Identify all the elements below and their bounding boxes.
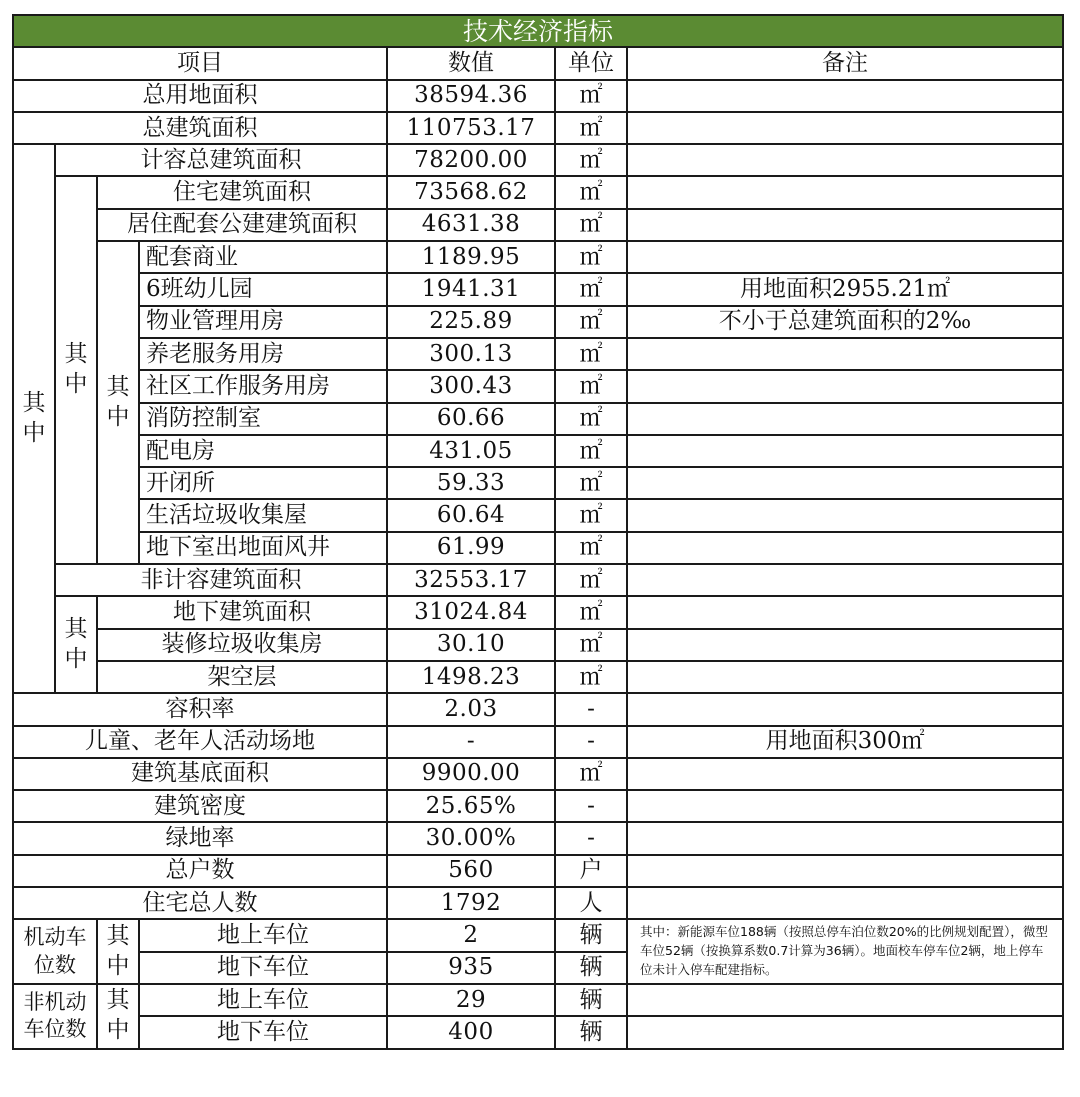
row-note <box>627 984 1063 1016</box>
row-label: 总户数 <box>13 855 387 887</box>
row-value: 935 <box>387 952 555 984</box>
row-value: 30.00% <box>387 822 555 854</box>
row-label: 非计容建筑面积 <box>55 564 387 596</box>
row-note <box>627 693 1063 725</box>
row-label: 计容总建筑面积 <box>55 144 387 176</box>
row-note <box>627 144 1063 176</box>
row-unit: ㎡ <box>555 273 627 305</box>
table-row <box>13 403 1063 435</box>
row-unit: ㎡ <box>555 241 627 273</box>
row-label: 总用地面积 <box>13 80 387 112</box>
row-note <box>627 758 1063 790</box>
row-unit: ㎡ <box>555 596 627 628</box>
table-row <box>13 984 1063 1016</box>
row-value: 31024.84 <box>387 596 555 628</box>
table-row <box>13 726 1063 758</box>
row-note <box>627 629 1063 661</box>
table-row <box>13 532 1063 564</box>
table-row <box>13 80 1063 112</box>
row-label: 居住配套公建建筑面积 <box>97 209 387 241</box>
row-note <box>627 661 1063 693</box>
row-unit: ㎡ <box>555 80 627 112</box>
row-value: 73568.62 <box>387 176 555 208</box>
row-label: 6班幼儿园 <box>139 273 387 305</box>
row-unit: ㎡ <box>555 467 627 499</box>
row-value: 4631.38 <box>387 209 555 241</box>
row-unit: - <box>555 693 627 725</box>
group-label-qizhong-outer: 其中 <box>13 144 55 693</box>
row-label: 地下车位 <box>139 952 387 984</box>
row-note <box>627 209 1063 241</box>
table-row <box>13 499 1063 531</box>
row-note <box>627 370 1063 402</box>
group-label-qizhong-public: 其中 <box>97 241 139 564</box>
row-unit: ㎡ <box>555 144 627 176</box>
row-label: 架空层 <box>97 661 387 693</box>
row-unit: 户 <box>555 855 627 887</box>
row-label: 建筑基底面积 <box>13 758 387 790</box>
row-value: 29 <box>387 984 555 1016</box>
table-row <box>13 822 1063 854</box>
group-label-qizhong-far: 其中 <box>55 176 97 564</box>
row-value: - <box>387 726 555 758</box>
row-note <box>627 1016 1063 1048</box>
table-row <box>13 564 1063 596</box>
row-unit: ㎡ <box>555 338 627 370</box>
table-row <box>13 112 1063 144</box>
table-row <box>13 919 1063 951</box>
row-label: 绿地率 <box>13 822 387 854</box>
table-row <box>13 790 1063 822</box>
row-label: 地下建筑面积 <box>97 596 387 628</box>
row-label: 物业管理用房 <box>139 306 387 338</box>
table-row <box>13 887 1063 919</box>
title-row <box>13 15 1063 47</box>
table-row <box>13 176 1063 208</box>
row-value: 300.13 <box>387 338 555 370</box>
row-unit: ㎡ <box>555 370 627 402</box>
row-unit: 辆 <box>555 1016 627 1048</box>
table-row <box>13 1016 1063 1048</box>
row-unit: - <box>555 822 627 854</box>
row-note <box>627 338 1063 370</box>
row-note <box>627 790 1063 822</box>
header-value: 数值 <box>387 47 555 79</box>
row-unit: ㎡ <box>555 435 627 467</box>
group-label-qizhong-motor: 其中 <box>97 919 139 984</box>
table-row <box>13 467 1063 499</box>
row-unit: ㎡ <box>555 306 627 338</box>
row-value: 32553.17 <box>387 564 555 596</box>
row-unit: 辆 <box>555 919 627 951</box>
row-value: 2 <box>387 919 555 951</box>
row-value: 59.33 <box>387 467 555 499</box>
row-value: 30.10 <box>387 629 555 661</box>
motor-note: 其中：新能源车位188辆（按照总停车泊位数20%的比例规划配置），微型车位52辆（按换算系数0.7计算为36辆）。地面校车停车位2辆，地上停车位未计入停车配建指标。 <box>627 919 1063 984</box>
table-row <box>13 661 1063 693</box>
row-value: 400 <box>387 1016 555 1048</box>
indicator-table-sheet <box>12 14 1062 1050</box>
row-value: 9900.00 <box>387 758 555 790</box>
row-note <box>627 112 1063 144</box>
header-note: 备注 <box>627 47 1063 79</box>
row-note <box>627 596 1063 628</box>
row-label: 开闭所 <box>139 467 387 499</box>
row-value: 1792 <box>387 887 555 919</box>
row-unit: ㎡ <box>555 629 627 661</box>
row-note <box>627 855 1063 887</box>
row-unit: ㎡ <box>555 499 627 531</box>
row-value: 431.05 <box>387 435 555 467</box>
row-label: 容积率 <box>13 693 387 725</box>
indicator-table <box>12 14 1064 1050</box>
row-label: 地上车位 <box>139 919 387 951</box>
row-note <box>627 822 1063 854</box>
header-unit: 单位 <box>555 47 627 79</box>
row-unit: 辆 <box>555 984 627 1016</box>
table-row <box>13 273 1063 305</box>
group-label-qizhong-nonmotor: 其中 <box>97 984 139 1049</box>
row-value: 1941.31 <box>387 273 555 305</box>
row-unit: ㎡ <box>555 112 627 144</box>
row-value: 38594.36 <box>387 80 555 112</box>
table-row <box>13 370 1063 402</box>
row-value: 61.99 <box>387 532 555 564</box>
row-label: 生活垃圾收集屋 <box>139 499 387 531</box>
table-row <box>13 855 1063 887</box>
row-note: 用地面积300㎡ <box>627 726 1063 758</box>
row-value: 25.65% <box>387 790 555 822</box>
header-row <box>13 47 1063 79</box>
row-label: 住宅总人数 <box>13 887 387 919</box>
row-note <box>627 564 1063 596</box>
row-unit: - <box>555 790 627 822</box>
row-label: 地上车位 <box>139 984 387 1016</box>
row-unit: ㎡ <box>555 532 627 564</box>
row-value: 110753.17 <box>387 112 555 144</box>
table-row <box>13 435 1063 467</box>
row-label: 装修垃圾收集房 <box>97 629 387 661</box>
row-note <box>627 176 1063 208</box>
group-label-qizhong-nonfar: 其中 <box>55 596 97 693</box>
table-row <box>13 596 1063 628</box>
row-unit: - <box>555 726 627 758</box>
row-unit: ㎡ <box>555 209 627 241</box>
row-note: 不小于总建筑面积的2‰ <box>627 306 1063 338</box>
row-unit: ㎡ <box>555 758 627 790</box>
row-value: 2.03 <box>387 693 555 725</box>
row-label: 建筑密度 <box>13 790 387 822</box>
row-unit: 辆 <box>555 952 627 984</box>
row-label: 住宅建筑面积 <box>97 176 387 208</box>
row-unit: ㎡ <box>555 661 627 693</box>
row-note <box>627 241 1063 273</box>
row-note <box>627 532 1063 564</box>
row-note <box>627 403 1063 435</box>
row-label: 儿童、老年人活动场地 <box>13 726 387 758</box>
row-value: 300.43 <box>387 370 555 402</box>
row-note <box>627 467 1063 499</box>
row-value: 1189.95 <box>387 241 555 273</box>
row-note <box>627 499 1063 531</box>
table-row <box>13 693 1063 725</box>
row-value: 78200.00 <box>387 144 555 176</box>
row-label: 配套商业 <box>139 241 387 273</box>
table-row <box>13 241 1063 273</box>
group-label-motor: 机动车位数 <box>13 919 97 984</box>
row-unit: ㎡ <box>555 176 627 208</box>
row-note <box>627 887 1063 919</box>
row-value: 1498.23 <box>387 661 555 693</box>
table-row <box>13 758 1063 790</box>
header-item: 项目 <box>13 47 387 79</box>
row-note <box>627 80 1063 112</box>
row-label: 社区工作服务用房 <box>139 370 387 402</box>
table-row <box>13 629 1063 661</box>
table-row <box>13 306 1063 338</box>
table-title: 技术经济指标 <box>13 15 1063 47</box>
row-label: 养老服务用房 <box>139 338 387 370</box>
row-value: 560 <box>387 855 555 887</box>
row-unit: 人 <box>555 887 627 919</box>
row-label: 配电房 <box>139 435 387 467</box>
table-row <box>13 144 1063 176</box>
table-row <box>13 338 1063 370</box>
table-row <box>13 209 1063 241</box>
row-label: 地下室出地面风井 <box>139 532 387 564</box>
row-unit: ㎡ <box>555 564 627 596</box>
row-note <box>627 435 1063 467</box>
row-value: 60.64 <box>387 499 555 531</box>
row-unit: ㎡ <box>555 403 627 435</box>
row-value: 60.66 <box>387 403 555 435</box>
row-label: 总建筑面积 <box>13 112 387 144</box>
row-label: 地下车位 <box>139 1016 387 1048</box>
group-label-nonmotor: 非机动车位数 <box>13 984 97 1049</box>
row-value: 225.89 <box>387 306 555 338</box>
row-label: 消防控制室 <box>139 403 387 435</box>
row-note: 用地面积2955.21㎡ <box>627 273 1063 305</box>
